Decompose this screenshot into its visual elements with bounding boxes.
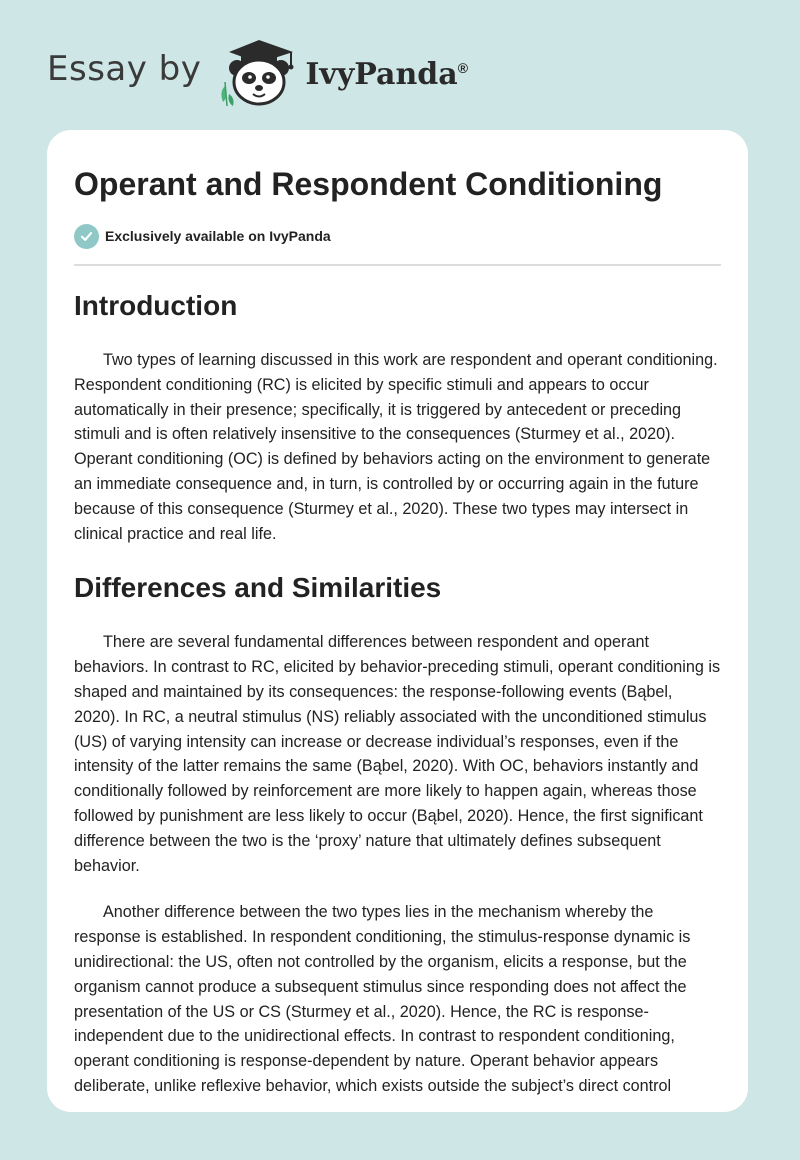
brand-name[interactable]: IvyPanda® [305,56,469,92]
exclusive-badge-label: Exclusively available on IvyPanda [105,228,331,244]
section-heading: Differences and Similarities [74,572,442,604]
panda-logo-icon[interactable] [215,36,299,108]
section-introduction [74,288,721,546]
paragraph: Another difference between the two types lies in the mechanism whereby the response is established. In respondent conditioning, the stimulus-response dynamic is unidirectional: the US, often not controlled by the organism, elicits a response, but the organism cannot produce a subsequent stimulus since responding does not affect the presentation of the US or CS (Sturmey et al., 2020). Hence, the RC is response-independent due to the unidirectional effects. In contrast to respondent conditioning, operant conditioning is response-dependent by nature. Operant behavior appears deliberate, unlike reflexive behavior, which exists outside the subject’s direct control [74,903,691,1095]
section-heading: Introduction [74,290,238,321]
paragraph: Two types of learning discussed in this work are respondent and operant conditioning. Respondent conditioning (RC) is elicited by specific stimuli and appears to occur automatically in their presence; specifically, it is triggered by antecedent or preceding stimuli and is often relatively insensitive to the consequences (Sturmey et al., 2020). Operant conditioning (OC) is defined by behaviors acting on the environment to generate an immediate consequence and, in turn, is controlled by or occurring again in the future because of this consequence (Sturmey et al., 2020). These two types may intersect in clinical practice and real life. [74,351,718,543]
paragraph: There are several fundamental differences between respondent and operant behaviors. In contrast to RC, elicited by behavior-preceding stimuli, operant conditioning is shaped and maintained by its consequences: the response-following events (Bąbel, 2020). In RC, a neutral stimulus (NS) reliably associated with the unconditioned stimulus (US) of varying intensity can increase or decrease individual’s responses, even if the intensity of the latter remains the same (Bąbel, 2020). With OC, behaviors instantly and conditionally followed by reinforcement are more likely to happen again, whereas those followed by punishment are less likely to occur (Bąbel, 2020). Hence, the first significant difference between the two is the ‘proxy’ nature that ultimately defines subsequent behavior. [74,633,721,875]
registered-mark: ® [457,59,469,76]
site-header [47,36,468,108]
check-circle-icon [74,224,99,249]
section-differences [74,570,721,1098]
essay-card [47,130,748,1112]
page-title: Operant and Respondent Conditioning [74,166,663,202]
exclusive-badge [74,222,721,250]
title-divider [74,264,721,266]
brand-prefix: Essay by [47,49,202,89]
